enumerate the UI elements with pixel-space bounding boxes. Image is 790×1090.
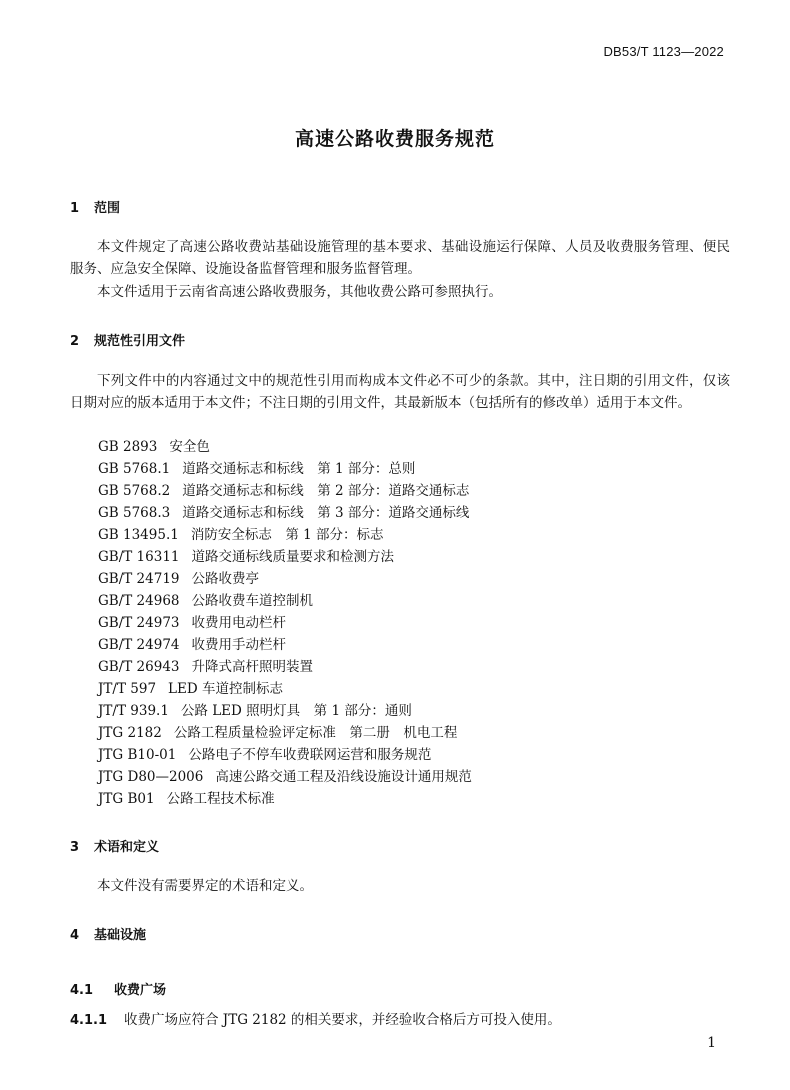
list-item — [98, 700, 472, 722]
section-heading-scope — [70, 197, 120, 216]
reference-code: JTG B01 — [98, 791, 155, 807]
reference-code: JTG 2182 — [98, 725, 162, 741]
scope-paragraph: 本文件适用于云南省高速公路收费服务，其他收费公路可参照执行。 — [97, 284, 502, 300]
list-item — [98, 678, 472, 700]
section-heading-infrastructure — [70, 924, 146, 943]
section-title: 术语和定义 — [94, 840, 160, 855]
list-item — [98, 634, 472, 656]
reference-code: GB/T 16311 — [98, 549, 180, 565]
reference-code: GB/T 26943 — [98, 659, 180, 675]
reference-title: 公路工程质量检验评定标准 第二册 机电工程 — [173, 725, 458, 741]
list-item — [98, 788, 472, 810]
document-code: DB53/T 1123—2022 — [603, 44, 724, 59]
reference-title: 道路交通标志和标线 第 3 部分：道路交通标线 — [182, 505, 470, 521]
reference-code: GB 5768.1 — [98, 461, 171, 477]
section-number: 1 — [70, 201, 80, 216]
list-item — [98, 480, 472, 502]
list-item — [98, 722, 472, 744]
section-title: 基础设施 — [94, 928, 147, 943]
section-title: 规范性引用文件 — [94, 334, 186, 349]
subsection-heading-toll-plaza — [70, 979, 166, 998]
page-title: 高速公路收费服务规范 — [294, 128, 495, 150]
reference-title: 公路 LED 照明灯具 第 1 部分：通则 — [180, 703, 412, 719]
normative-refs-intro: 下列文件中的内容通过文中的规范性引用而构成本文件必不可少的条款。其中，注日期的引用文件，仅该日期对应的版本适用于本文件；不注日期的引用文件，其最新版本（包括所有的修改单）适用于本文件。 — [70, 373, 730, 411]
reference-code: GB/T 24974 — [98, 637, 180, 653]
list-item — [98, 502, 472, 524]
reference-title: 公路电子不停车收费联网运营和服务规范 — [188, 747, 432, 763]
reference-code: GB 2893 — [98, 439, 158, 455]
list-item — [98, 766, 472, 788]
page-number: 1 — [707, 1035, 716, 1051]
clause-4-1-1 — [70, 1009, 730, 1032]
terms-paragraph: 本文件没有需要界定的术语和定义。 — [97, 878, 313, 894]
reference-title: 道路交通标志和标线 第 1 部分：总则 — [182, 461, 416, 477]
reference-title: 公路收费亭 — [191, 571, 259, 587]
list-item — [98, 524, 472, 546]
reference-title: 安全色 — [169, 439, 210, 455]
section-heading-normative-refs — [70, 330, 185, 349]
reference-code: GB 5768.2 — [98, 483, 171, 499]
reference-title: 公路收费车道控制机 — [191, 593, 313, 609]
list-item — [98, 612, 472, 634]
reference-title: LED 车道控制标志 — [168, 681, 283, 697]
clause-text: 收费广场应符合 JTG 2182 的相关要求，并经验收合格后方可投入使用。 — [124, 1012, 561, 1028]
reference-title: 收费用电动栏杆 — [191, 615, 286, 631]
reference-code: JT/T 597 — [98, 681, 157, 697]
reference-title: 道路交通标志和标线 第 2 部分：道路交通标志 — [182, 483, 470, 499]
reference-title: 升降式高杆照明装置 — [191, 659, 313, 675]
reference-list — [98, 436, 472, 810]
section-heading-terms — [70, 836, 159, 855]
reference-code: JTG D80—2006 — [98, 769, 204, 785]
reference-title: 道路交通标线质量要求和检测方法 — [191, 549, 394, 565]
list-item — [98, 568, 472, 590]
reference-title: 消防安全标志 第 1 部分：标志 — [190, 527, 384, 543]
reference-title: 高速公路交通工程及沿线设施设计通用规范 — [215, 769, 472, 785]
list-item — [98, 436, 472, 458]
section-title: 范围 — [94, 201, 121, 216]
section-number: 4 — [70, 928, 80, 943]
reference-code: GB/T 24973 — [98, 615, 180, 631]
reference-code: GB/T 24719 — [98, 571, 180, 587]
scope-paragraph: 本文件规定了高速公路收费站基础设施管理的基本要求、基础设施运行保障、人员及收费服务管理、便民服务、应急安全保障、设施设备监督管理和服务监督管理。 — [70, 239, 730, 277]
reference-code: GB 5768.3 — [98, 505, 171, 521]
list-item — [98, 744, 472, 766]
section-number: 3 — [70, 840, 80, 855]
reference-code: JT/T 939.1 — [98, 703, 169, 719]
reference-code: GB/T 24968 — [98, 593, 180, 609]
clause-number: 4.1.1 — [70, 1013, 108, 1028]
list-item — [98, 590, 472, 612]
reference-title: 公路工程技术标准 — [166, 791, 275, 807]
section-number: 2 — [70, 334, 80, 349]
subsection-number: 4.1 — [70, 983, 94, 998]
list-item — [98, 458, 472, 480]
reference-title: 收费用手动栏杆 — [191, 637, 286, 653]
list-item — [98, 656, 472, 678]
subsection-title: 收费广场 — [114, 983, 167, 998]
reference-code: JTG B10-01 — [98, 747, 177, 763]
reference-code: GB 13495.1 — [98, 527, 179, 543]
list-item — [98, 546, 472, 568]
